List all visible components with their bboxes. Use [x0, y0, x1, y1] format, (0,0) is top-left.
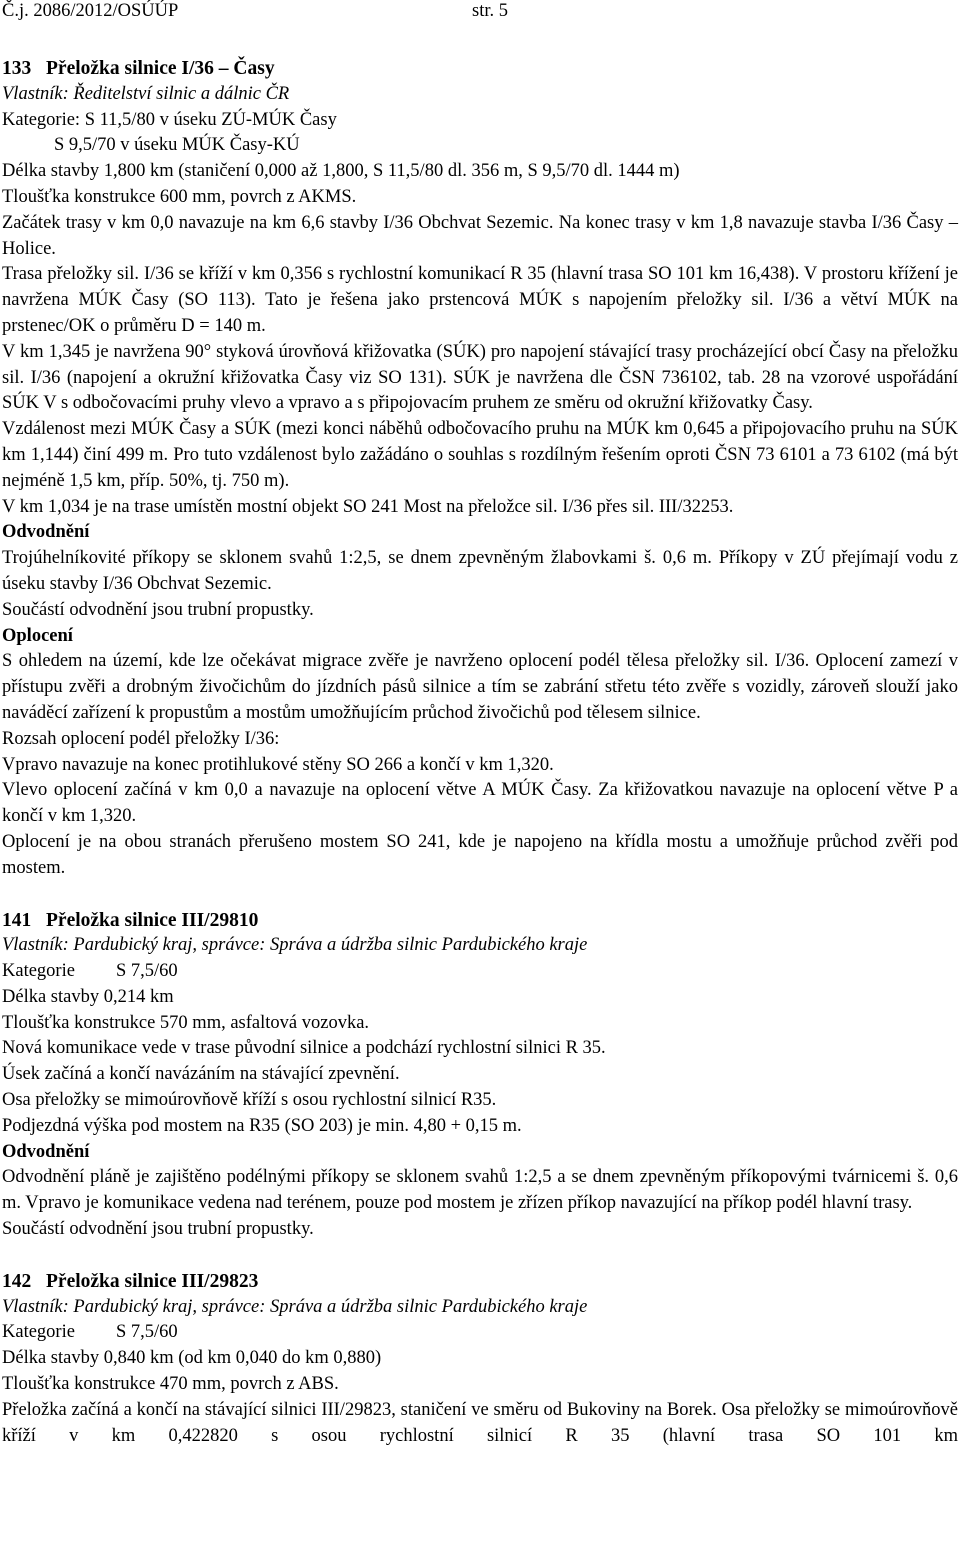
paragraph: V km 1,345 je navržena 90° styková úrovňová křižovatka (SÚK) pro napojení stávající trasy procházející obcí Časy na přeložku sil. I/36 (napojení a okružní křižovatka Časy viz SO 131). SÚK je navržena dle ČSN 736102, tab. 28 na vzorové uspořádání SÚK V s odbočovacími pruhy vlevo a vpravo a s připojovacím pruhem ze směru od okružní křižovatky Časy.: [2, 341, 958, 414]
paragraph: Součástí odvodnění jsou trubní propustky.: [2, 1219, 314, 1240]
category-label: Kategorie: [2, 961, 75, 982]
section-title: Přeložka silnice III/29810: [46, 909, 259, 931]
owner-line: Vlastník: Pardubický kraj, správce: Správa a údržba silnic Pardubického kraje: [2, 935, 588, 956]
paragraph: Délka stavby 1,800 km (staničení 0,000 až 1,800, S 11,5/80 dl. 356 m, S 9,5/70 dl. 1444 m): [2, 161, 680, 182]
category-value: S 7,5/60: [116, 1322, 178, 1343]
owner-line: Vlastník: Pardubický kraj, správce: Správa a údržba silnic Pardubického kraje: [2, 1296, 588, 1317]
section-number: 141: [2, 909, 32, 931]
section-spacer: [2, 882, 958, 908]
subheading-drainage: Odvodnění: [2, 522, 90, 543]
paragraph: Tloušťka konstrukce 600 mm, povrch z AKMS.: [2, 186, 357, 207]
paragraph: Oplocení je na obou stranách přerušeno mostem SO 241, kde je napojeno na křídla mostu a umožňuje průchod zvěři pod mostem.: [2, 831, 958, 878]
paragraph: Vpravo navazuje na konec protihlukové stěny SO 266 a končí v km 1,320.: [2, 754, 554, 775]
paragraph: Podjezdná výška pod mostem na R35 (SO 203) je min. 4,80 + 0,15 m.: [2, 1115, 522, 1136]
section-number: 142: [2, 1270, 32, 1292]
paragraph: Přeložka začíná a končí na stávající silnici III/29823, staničení ve směru od Bukoviny na Borek. Osa přeložky se mimoúrovňově kříží v km 0,422820 s osou rychlostní silnicí R 35 (hlavní trasa SO 101 km: [2, 1399, 958, 1446]
section-number: 133: [2, 58, 32, 79]
page-number: str. 5: [472, 1, 508, 21]
subheading-fencing: Oplocení: [2, 625, 73, 646]
section-spacer: [2, 1243, 958, 1269]
owner-line: Vlastník: Ředitelství silnic a dálnic ČR: [2, 83, 290, 104]
paragraph: Začátek trasy v km 0,0 navazuje na km 6,6 stavby I/36 Obchvat Sezemic. Na konec trasy v km 1,8 navazuje stavba I/36 Časy – Holice.: [2, 212, 958, 259]
paragraph: Osa přeložky se mimoúrovňově kříží s osou rychlostní silnicí R35.: [2, 1090, 497, 1111]
document-reference: Č.j. 2086/2012/OSÚÚP: [2, 1, 179, 21]
page-header: [0, 0, 960, 26]
paragraph: Odvodnění pláně je zajištěno podélnými příkopy se sklonem svahů 1:2,5 a se dnem zpevněným příkopovými tvárnicemi š. 0,6 m. Vpravo je komunikace vedena nad terénem, pouze pod mostem je zřízen příkop navazující na příkop podél hlavní trasy.: [2, 1167, 958, 1214]
section-141: [2, 908, 958, 1243]
paragraph: Délka stavby 0,840 km (od km 0,040 do km 0,880): [2, 1348, 382, 1369]
section-title: Přeložka silnice III/29823: [46, 1270, 259, 1292]
paragraph: S ohledem na území, kde lze očekávat migrace zvěře je navrženo oplocení podél tělesa přeložky sil. I/36. Oplocení zamezí v přístupu zvěři a drobným živočichům do jízdních pásů silnice a tím se zabrání střetu této zvěře s vozidly, zároveň slouží jako naváděcí zařízení k propustům a mostům umožňujícím průchod živočichů pod tělesem silnice.: [2, 651, 958, 723]
paragraph: Rozsah oplocení podél přeložky I/36:: [2, 728, 280, 749]
section-title: Přeložka silnice I/36 – Časy: [46, 58, 275, 79]
category-label: Kategorie: [2, 1322, 75, 1343]
paragraph: Vzdálenost mezi MÚK Časy a SÚK (mezi konci náběhů odbočovacího pruhu na MÚK km 0,645 a připojovacího pruhu na SÚK km 1,144) činí 499 m. Pro tuto vzdálenost bylo zažádáno o souhlas s rozdílným řešením oproti ČSN 73 6101 a 73 6102 (má být nejméně 1,5 km, příp. 50%, tj. 750 m).: [2, 419, 958, 491]
paragraph: Vlevo oplocení začíná v km 0,0 a navazuje na oplocení větve A MÚK Časy. Za křižovatkou navazuje na oplocení větve P a končí v km 1,320.: [2, 780, 958, 827]
category-line: [2, 1320, 958, 1346]
section-142: [2, 1269, 958, 1450]
paragraph: Délka stavby 0,214 km: [2, 986, 174, 1007]
paragraph: Úsek začíná a končí navázáním na stávající zpevnění.: [2, 1064, 400, 1085]
category-line: [2, 959, 958, 985]
category-line-2: S 9,5/70 v úseku MÚK Časy-KÚ: [54, 135, 300, 156]
document-body: [2, 56, 958, 1449]
section-heading: [2, 908, 958, 934]
paragraph: Tloušťka konstrukce 570 mm, asfaltová vozovka.: [2, 1012, 370, 1033]
category-line: Kategorie: S 11,5/80 v úseku ZÚ-MÚK Časy: [2, 109, 337, 130]
category-value: S 7,5/60: [116, 961, 178, 982]
section-heading: [2, 1269, 958, 1295]
paragraph: V km 1,034 je na trase umístěn mostní objekt SO 241 Most na přeložce sil. I/36 přes sil. III/32253.: [2, 496, 734, 517]
section-133: [2, 56, 958, 882]
subheading-drainage: Odvodnění: [2, 1141, 90, 1162]
paragraph: Trojúhelníkovité příkopy se sklonem svahů 1:2,5, se dnem zpevněným žlabovkami š. 0,6 m. Příkopy v ZÚ přejímají vodu z úseku stavby I/36 Obchvat Sezemic.: [2, 548, 958, 594]
paragraph: Tloušťka konstrukce 470 mm, povrch z ABS.: [2, 1374, 339, 1395]
paragraph: Nová komunikace vede v trase původní silnice a podchází rychlostní silnici R 35.: [2, 1038, 606, 1059]
paragraph: Součástí odvodnění jsou trubní propustky.: [2, 599, 314, 620]
paragraph: Trasa přeložky sil. I/36 se kříží v km 0,356 s rychlostní komunikací R 35 (hlavní trasa SO 101 km 16,438). V prostoru křížení je navržena MÚK Časy (SO 113). Tato je řešena jako prstencová MÚK s napojením přeložky sil. I/36 a větví MÚK na prstenec/OK o průměru D = 140 m.: [2, 264, 958, 336]
section-heading: [2, 56, 958, 82]
